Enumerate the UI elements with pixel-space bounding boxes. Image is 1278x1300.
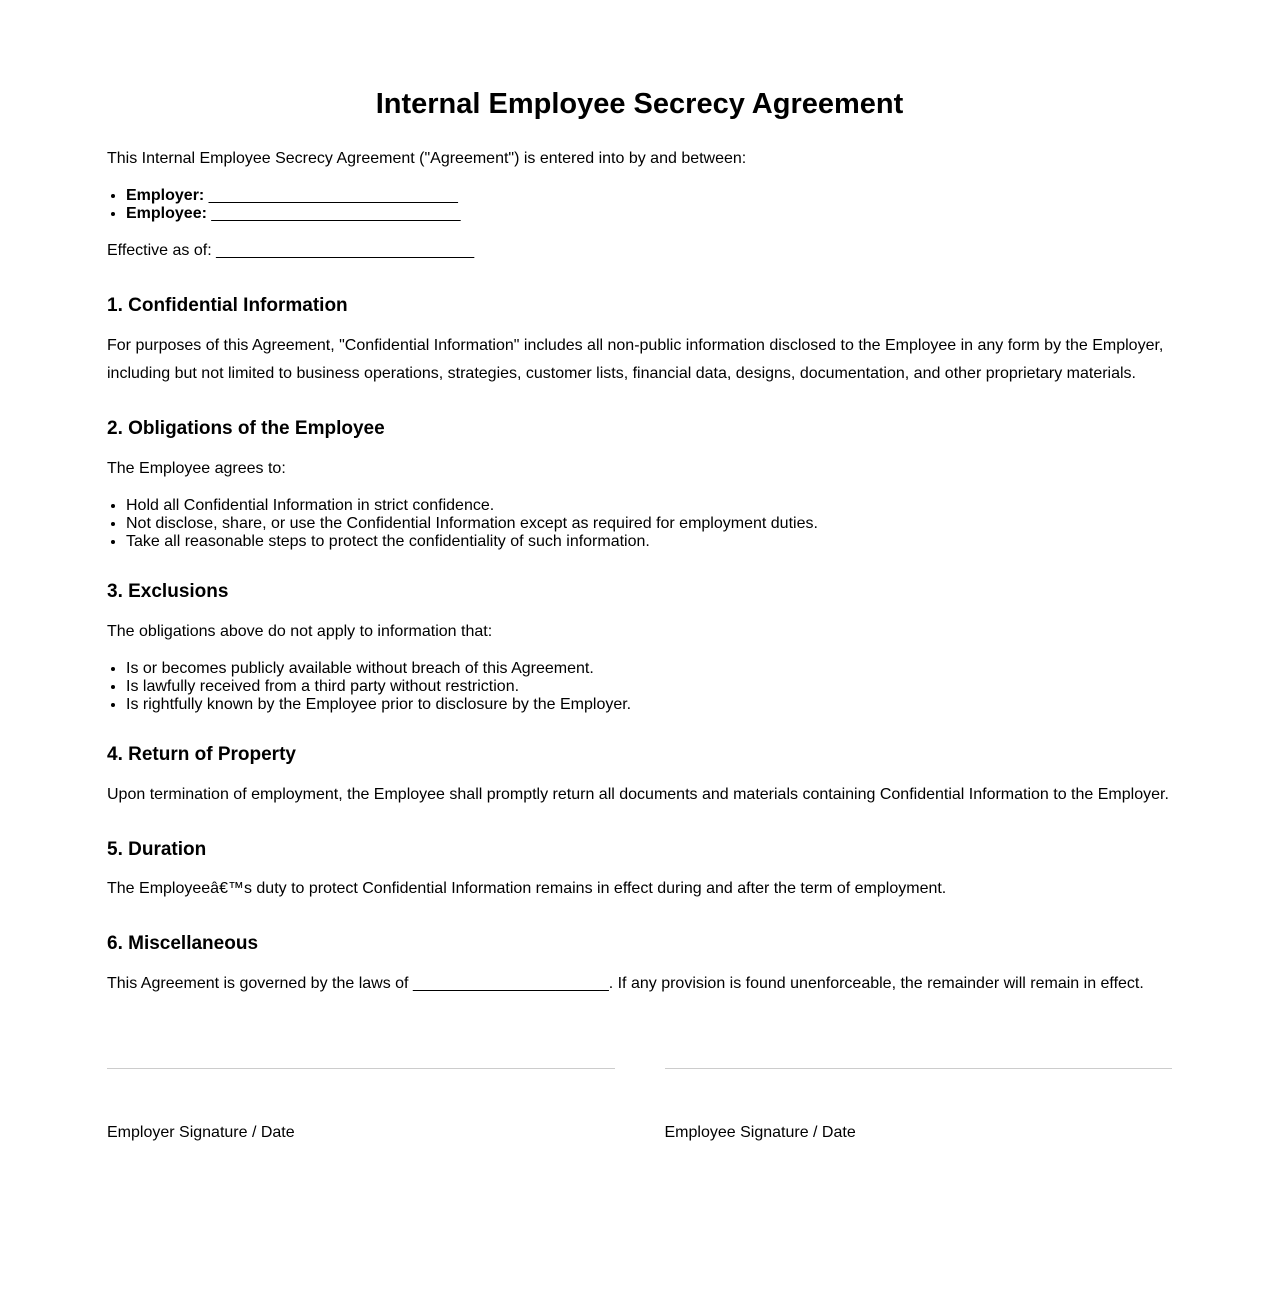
section-3-heading: 3. Exclusions (107, 580, 229, 602)
list-item: • Hold all Confidential Information in strict confidence. (126, 497, 1172, 515)
employer-label: Employer: (126, 187, 205, 205)
section-3-bullet-list (107, 660, 1172, 714)
section-1-heading: 1. Confidential Information (107, 295, 348, 317)
section-6-heading: 6. Miscellaneous (107, 933, 259, 955)
section-2-bullet-list (107, 497, 1172, 551)
section-2-lead: The Employee agrees to: (107, 459, 286, 477)
governing-law-text-before: This Agreement is governed by the laws of (107, 975, 409, 993)
list-item: • Is or becomes publicly available without breach of this Agreement. (126, 660, 1172, 678)
employee-blank: ____________________________ (211, 205, 461, 223)
employee-signature-column (665, 1068, 1173, 1142)
effective-date-line (107, 237, 1172, 265)
governing-law-blank: ______________________ (412, 975, 609, 993)
effective-date-blank: _____________________________ (216, 242, 475, 260)
list-item: • Is lawfully received from a third party without restriction. (126, 678, 1172, 696)
employer-signature-label: Employer Signature / Date (107, 1124, 295, 1142)
section-5-heading: 5. Duration (107, 838, 207, 860)
employee-label: Employee: (126, 205, 207, 223)
employer-blank: ____________________________ (208, 187, 458, 205)
party-item-employer (126, 187, 1172, 205)
section-2-heading: 2. Obligations of the Employee (107, 418, 385, 440)
section-3-lead: The obligations above do not apply to information that: (107, 622, 493, 640)
section-5-body: The Employeeâ€™s duty to protect Confidential Information remains in effect during and after the term of employment. (107, 880, 947, 898)
section-4-heading: 4. Return of Property (107, 743, 296, 765)
intro-paragraph: This Internal Employee Secrecy Agreement ("Agreement") is entered into by and between: (107, 150, 747, 168)
section-6-body (107, 970, 1172, 998)
list-item: • Is rightfully known by the Employee prior to disclosure by the Employer. (126, 696, 1172, 714)
parties-list (107, 187, 1172, 223)
section-4-body: Upon termination of employment, the Employee shall promptly return all documents and materials containing Confidential Information to the Employer. (107, 785, 1169, 803)
governing-law-text-after: . If any provision is found unenforceable, the remainder will remain in effect. (608, 975, 1144, 993)
list-item: • Not disclose, share, or use the Confidential Information except as required for employment duties. (126, 515, 1172, 533)
page-title: Internal Employee Secrecy Agreement (375, 88, 904, 120)
signature-block (107, 1068, 1172, 1142)
list-item: • Take all reasonable steps to protect the confidentiality of such information. (126, 533, 1172, 551)
employee-signature-line (665, 1068, 1173, 1069)
employee-signature-label: Employee Signature / Date (664, 1124, 856, 1142)
employer-signature-line (107, 1068, 615, 1069)
section-1-body: For purposes of this Agreement, "Confidential Information" includes all non-public information disclosed to the Employee in any form by the Employer, including but not limited to business operations, strategies, customer lists, financial data, designs, documentation, and other proprietary materials. (107, 337, 1164, 383)
employer-signature-column (107, 1068, 615, 1142)
effective-date-label: Effective as of: (107, 242, 212, 260)
party-item-employee (126, 205, 1172, 223)
